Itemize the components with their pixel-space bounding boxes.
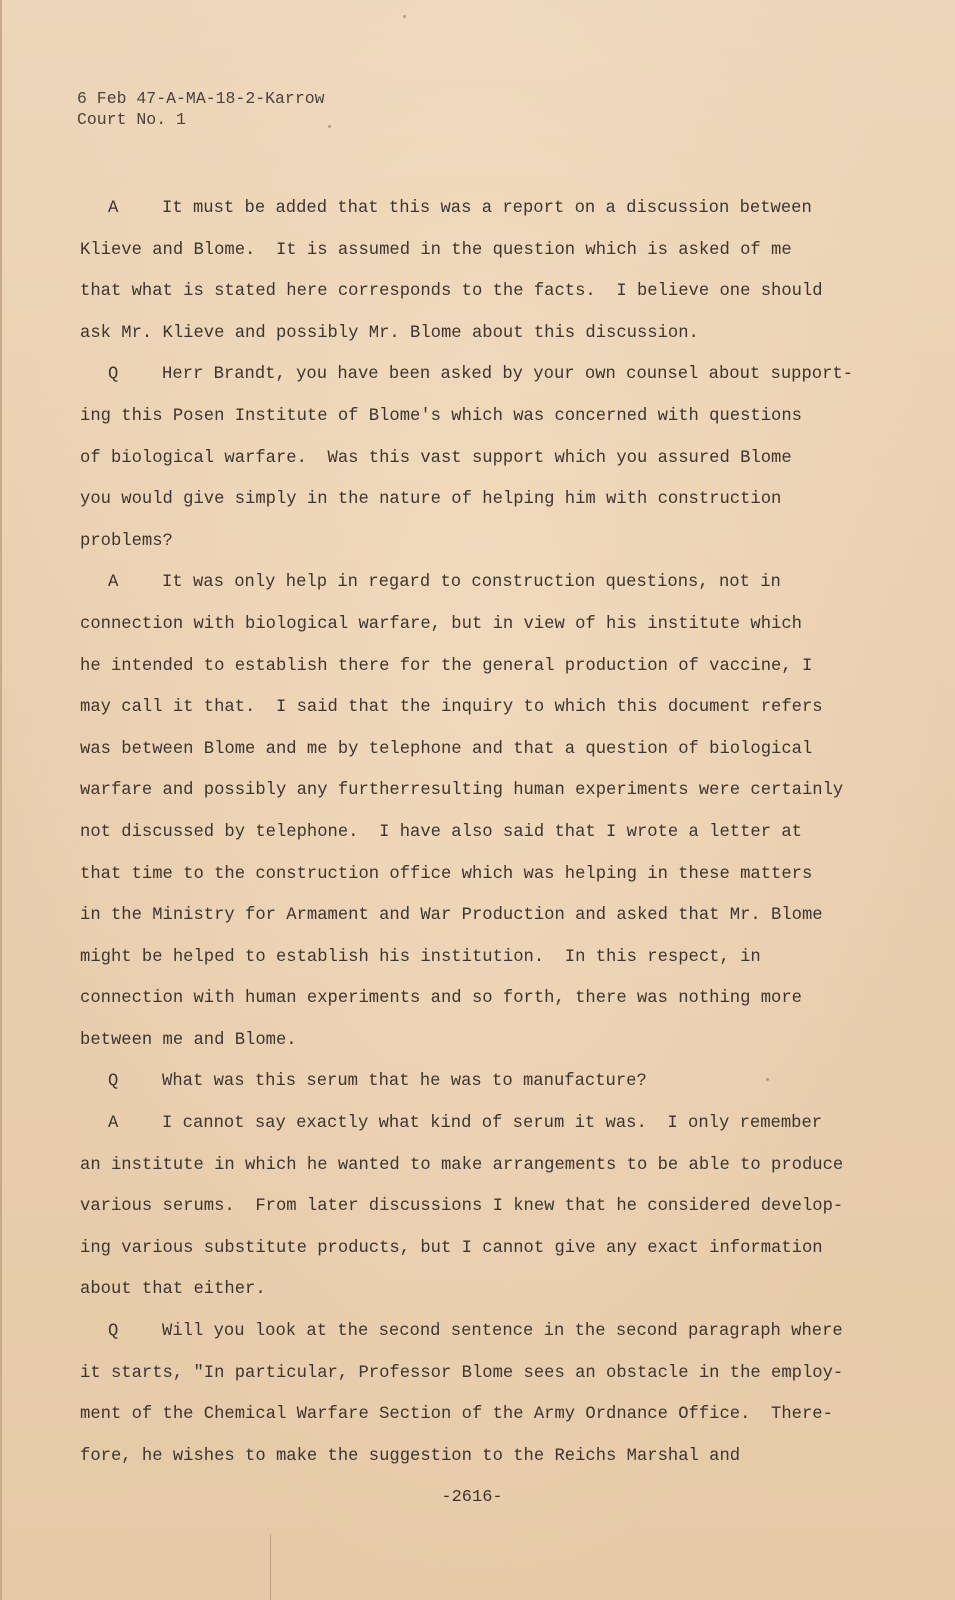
paragraph-line: in the Ministry for Armament and War Production and asked that Mr. Blome [80,906,823,926]
paragraph-line: may call it that. I said that the inquiry to which this document refers [80,698,823,718]
paragraph-line: it starts, "In particular, Professor Blome sees an obstacle in the employ- [80,1363,844,1383]
paragraph-line: ing various substitute products, but I cannot give any exact information [80,1238,823,1258]
paper-speck [766,1078,769,1081]
paragraph-line: It was only help in regard to construction questions, not in [162,573,781,593]
paragraph-line: might be helped to establish his institution. In this respect, in [80,947,761,967]
paragraph-line: not discussed by telephone. I have also said that I wrote a letter at [80,822,802,842]
paragraph-first-line [80,1311,850,1353]
paragraph-line: warfare and possibly any furtherresulting human experiments were certainly [80,781,844,801]
speaker-label: A [108,199,119,218]
speaker-label: Q [108,1072,119,1092]
paragraph-line: ask Mr. Klieve and possibly Mr. Blome about this discussion. [80,323,699,343]
paragraph-line: ment of the Chemical Warfare Section of the Army Ordnance Office. There- [80,1405,833,1425]
header-court: Court No. 1 [77,110,186,129]
paragraph-line: various serums. From later discussions I knew that he considered develop- [80,1197,844,1217]
paper-speck [403,15,406,18]
paragraph-line: an institute in which he wanted to make arrangements to be able to produce [80,1155,844,1175]
speaker-label: A [108,573,119,593]
page-number: -2616- [441,1488,503,1507]
paragraph-line: Klieve and Blome. It is assumed in the question which is asked of me [80,240,792,260]
paragraph-line: connection with human experiments and so forth, there was nothing more [80,989,802,1009]
paragraph-line: It must be added that this was a report on a discussion between [162,199,812,218]
document-header [77,88,325,130]
paragraph-line: between me and Blome. [80,1030,297,1050]
transcript-paragraph [80,188,850,354]
paragraph-line: problems? [80,531,173,551]
paragraph-line: fore, he wishes to make the suggestion to the Reichs Marshal and [80,1446,741,1466]
paragraph-line: you would give simply in the nature of helping him with construction [80,490,782,510]
header-reference: 6 Feb 47-A-MA-18-2-Karrow [77,89,325,108]
paragraph-line: Will you look at the second sentence in the second paragraph where [162,1322,843,1342]
paragraph-line: What was this serum that he was to manufacture? [162,1072,647,1092]
transcript-paragraph [80,1311,850,1477]
paragraph-line: that what is stated here corresponds to the facts. I believe one should [80,282,823,302]
transcript-paragraph [80,562,850,1061]
transcript-paragraph [80,1103,850,1311]
speaker-label: A [108,1114,119,1134]
paragraph-first-line [80,188,850,230]
paragraph-first-line [80,562,850,604]
paragraph-first-line [80,354,854,396]
transcript-body [80,188,854,1477]
paragraph-line: of biological warfare. Was this vast support which you assured Blome [80,448,792,468]
paragraph-line: about that either. [80,1280,266,1300]
speaker-label: Q [108,365,119,385]
transcript-paragraph [80,354,854,562]
speaker-label: Q [108,1322,119,1342]
paragraph-line: that time to the construction office which was helping in these matters [80,864,813,884]
paragraph-line: Herr Brandt, you have been asked by your own counsel about support- [162,365,854,385]
paper-fold-mark [270,1534,271,1600]
transcript-paragraph [80,1061,850,1103]
paragraph-line: was between Blome and me by telephone and that a question of biological [80,739,813,759]
paragraph-line: connection with biological warfare, but in view of his institute which [80,614,802,634]
paragraph-first-line [80,1061,850,1103]
paragraph-line: I cannot say exactly what kind of serum it was. I only remember [162,1114,823,1134]
paragraph-line: ing this Posen Institute of Blome's which was concerned with questions [80,406,802,426]
paragraph-line: he intended to establish there for the general production of vaccine, I [80,656,813,676]
paper-speck [328,125,331,128]
paragraph-first-line [80,1103,850,1145]
